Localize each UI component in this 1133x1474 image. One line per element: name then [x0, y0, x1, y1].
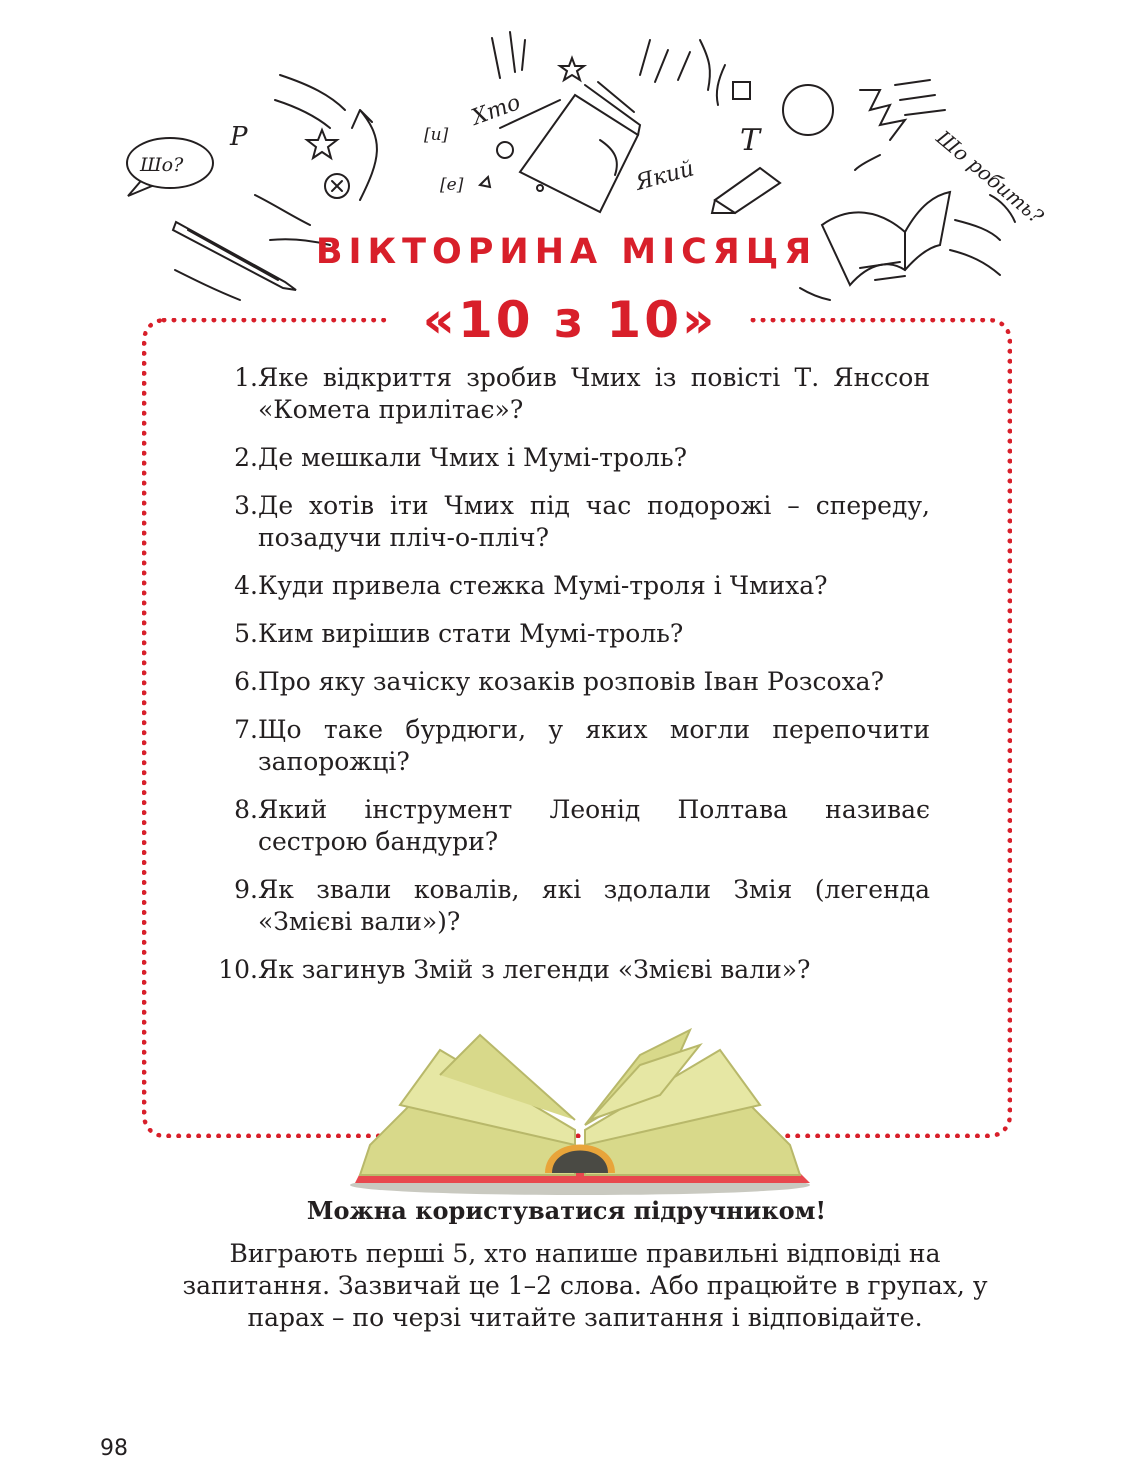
letter-p: P	[230, 122, 248, 152]
question-text: Що таке бурдюги, у яких могли перепочити запорожці?	[258, 715, 930, 776]
star-icon	[560, 58, 584, 80]
list-item	[200, 490, 930, 554]
page-subtitle: «10 з 10»	[390, 290, 750, 350]
list-item	[200, 874, 930, 938]
question-text: Як загинув Змій з легенди «Змієві вали»?	[258, 955, 811, 984]
open-book-illustration	[340, 1025, 820, 1200]
bubble-text: Шо?	[140, 154, 184, 176]
question-number: 9.	[234, 875, 258, 904]
question-number: 7.	[234, 715, 258, 744]
question-text: Яке відкриття зробив Чмих із повісті Т. Янссон «Комета прилітає»?	[258, 363, 930, 424]
question-number: 4.	[234, 571, 258, 600]
circle-icon	[783, 85, 833, 135]
list-item	[200, 570, 930, 602]
question-text: Про яку зачіску козаків розповів Іван Розсоха?	[258, 667, 884, 696]
question-number: 10.	[218, 955, 258, 984]
list-item	[200, 954, 930, 986]
question-list	[200, 362, 930, 1002]
list-item	[200, 442, 930, 474]
list-item	[200, 618, 930, 650]
question-number: 3.	[234, 491, 258, 520]
sound-e: [e]	[440, 175, 464, 195]
question-number: 8.	[234, 795, 258, 824]
question-text: Куди привела стежка Мумі-троля і Чмиха?	[258, 571, 828, 600]
star-icon	[307, 130, 337, 158]
list-item	[200, 362, 930, 426]
question-text: Який інструмент Леонід Полтава називає сестрою бандури?	[258, 795, 930, 856]
question-number: 2.	[234, 443, 258, 472]
question-text: Де мешкали Чмих і Мумі-троль?	[258, 443, 687, 472]
question-text: Ким вирішив стати Мумі-троль?	[258, 619, 684, 648]
question-number: 6.	[234, 667, 258, 696]
arrow-icon	[352, 110, 377, 200]
question-text: Де хотів іти Чмих під час подорожі – спереду, позадучи пліч-о-пліч?	[258, 491, 930, 552]
what-to-do-phrase: Шо робить?	[931, 125, 1049, 229]
list-item	[200, 666, 930, 698]
page-number: 98	[100, 1436, 128, 1461]
rules-text: Виграють перші 5, хто напише правильні відповіді на запитання. Зазвичай це 1–2 слова. Або працюйте в групах, у парах – по черзі читайте запитання і відповідайте.	[182, 1239, 988, 1332]
note-text: Можна користуватися підручником!	[306, 1196, 827, 1225]
square-icon	[733, 82, 750, 99]
sound-u: [u]	[424, 125, 449, 145]
letter-t: T	[740, 123, 761, 158]
list-item	[200, 794, 930, 858]
page-title: ВІКТОРИНА МІСЯЦЯ	[315, 232, 818, 272]
which-word: Який	[633, 156, 697, 196]
question-number: 1.	[234, 363, 258, 392]
question-number: 5.	[234, 619, 258, 648]
list-item	[200, 714, 930, 778]
who-word: Хто	[468, 90, 524, 131]
question-text: Як звали ковалів, які здолали Змія (легенда «Змієві вали»)?	[258, 875, 930, 936]
close-icon	[325, 174, 349, 198]
pencil-icon	[712, 168, 780, 213]
closed-book-icon	[520, 82, 640, 212]
